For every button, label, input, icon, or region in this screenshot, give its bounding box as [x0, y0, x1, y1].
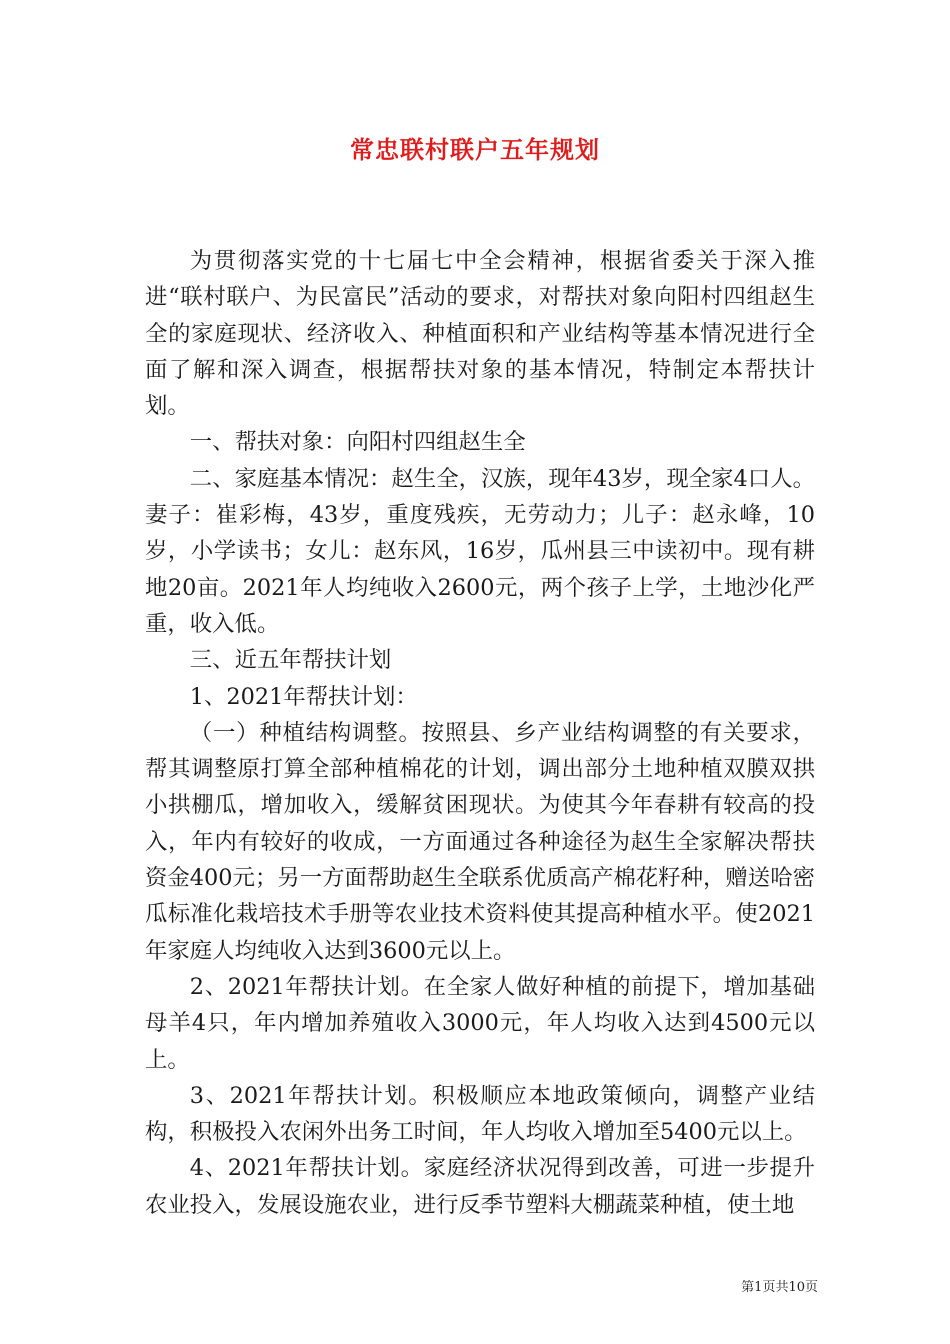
- paragraph-five-year-plan-heading: 三、近五年帮扶计划: [189, 647, 392, 674]
- document-title: 常忠联村联户五年规划: [350, 135, 600, 164]
- paragraph-family-info: 二、家庭基本情况：赵生全，汉族，现年43岁，现全家4口人。妻子：崔彩梅，43岁，重度残疾，无劳动力；儿子：赵永峰，10岁，小学读书；女儿：赵东风，16岁，瓜州县三中读初中。现有耕地20亩。2021年人均纯收入2600元，两个孩子上学，土地沙化严重，收入低。: [145, 465, 815, 637]
- paragraph-plan-3: 3、2021年帮扶计划。积极顺应本地政策倾向，调整产业结构，积极投入农闲外出务工时间，年人均收入增加至5400元以上。: [145, 1082, 815, 1146]
- paragraph-plan-1-heading: 1、2021年帮扶计划：: [189, 683, 418, 710]
- paragraph-plan-1-details: （一）种植结构调整。按照县、乡产业结构调整的有关要求，帮其调整原打算全部种植棉花的计划，调出部分土地种植双膜双拱小拱棚瓜，增加收入，缓解贫困现状。为使其今年春耕有较高的投入，年内有较好的收成，一方面通过各种途径为赵生全家解决帮扶资金400元；另一方面帮助赵生全联系优质高产棉花籽种，赠送哈密瓜标准化栽培技术手册等农业技术资料使其提高种植水平。使2021年家庭人均纯收入达到3600元以上。: [145, 719, 815, 964]
- paragraph-plan-2: 2、2021年帮扶计划。在全家人做好种植的前提下，增加基础母羊4只，年内增加养殖收入3000元，年人均收入达到4500元以上。: [145, 973, 815, 1073]
- paragraph-intro: 为贯彻落实党的十七届七中全会精神，根据省委关于深入推进“联村联户、为民富民”活动的要求，对帮扶对象向阳村四组赵生全的家庭现状、经济收入、种植面积和产业结构等基本情况进行全面了解和深入调查，根据帮扶对象的基本情况，特制定本帮扶计划。: [145, 248, 815, 420]
- paragraph-plan-4: 4、2021年帮扶计划。家庭经济状况得到改善，可进一步提升农业投入，发展设施农业，进行反季节塑料大棚蔬菜种植，使土地: [145, 1155, 815, 1218]
- document-body: [145, 243, 815, 1223]
- page-number: 第1页共10页: [741, 1280, 818, 1295]
- paragraph-aid-target: 一、帮扶对象：向阳村四组赵生全: [189, 429, 526, 456]
